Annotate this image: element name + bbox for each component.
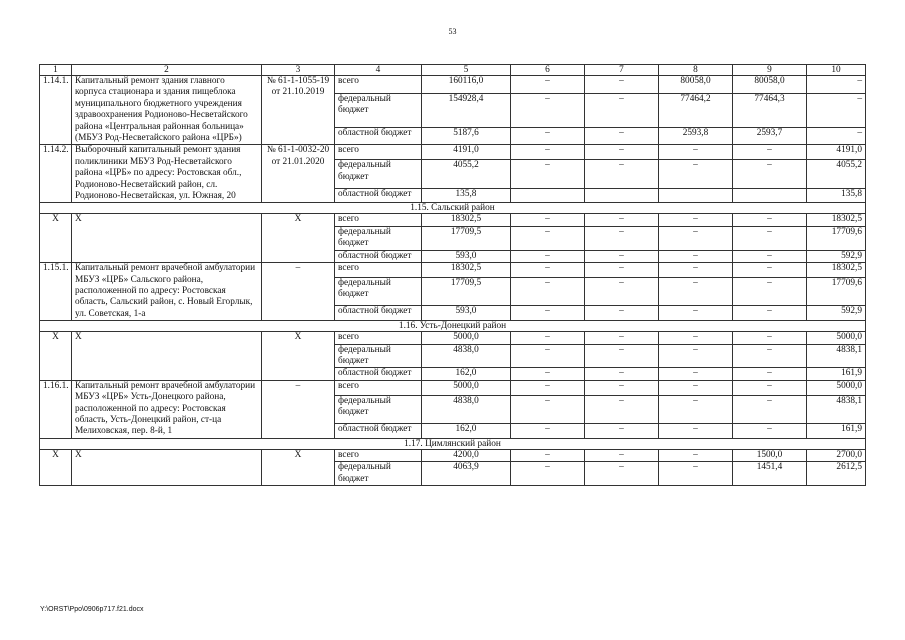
- table-cell-c10: 592,9: [807, 250, 866, 262]
- table-cell-c8: –: [659, 423, 733, 438]
- table-cell-c3: –: [262, 263, 335, 321]
- table-cell-c5: 154928,4: [422, 93, 511, 127]
- column-number-cell: 5: [422, 65, 511, 76]
- table-cell-c4: федеральный бюджет: [335, 277, 422, 305]
- table-cell-c5: 18302,5: [422, 263, 511, 278]
- table-cell-c9: –: [733, 250, 807, 262]
- table-cell-c4: федеральный бюджет: [335, 395, 422, 423]
- table-cell-c8: –: [659, 368, 733, 380]
- section-title: 1.15. Сальский район: [40, 203, 866, 214]
- table-cell-c7: –: [585, 380, 659, 395]
- table-cell-c7: –: [585, 160, 659, 188]
- column-number-cell: 9: [733, 65, 807, 76]
- table-cell-c4: областной бюджет: [335, 188, 422, 203]
- section-header-row: [40, 438, 866, 449]
- table-cell-c7: –: [585, 368, 659, 380]
- table-row: [40, 214, 866, 226]
- table-cell-c1: 1.14.2.: [40, 145, 72, 203]
- table-cell-c5: 593,0: [422, 250, 511, 262]
- table-cell-c5: 4838,0: [422, 344, 511, 368]
- table-cell-c6: –: [511, 395, 585, 423]
- table-cell-c6: –: [511, 250, 585, 262]
- table-cell-c10: 2612,5: [807, 462, 866, 486]
- table-cell-c8: –: [659, 250, 733, 262]
- page-number: 53: [448, 27, 457, 36]
- table-cell-c8: –: [659, 277, 733, 305]
- table-row: [40, 449, 866, 461]
- table-row: [40, 76, 866, 94]
- table-cell-c2: Выборочный капитальный ремонт здания поликлиники МБУЗ Род-Несветайского района «ЦРБ» по адресу: Ростовская обл., Родионово-Несветайский район, сл. Родионово-Несветайская, ул. Южная, 20: [72, 145, 262, 203]
- table-cell-c8: [659, 188, 733, 203]
- table-cell-c10: 161,9: [807, 423, 866, 438]
- table-cell-c6: –: [511, 423, 585, 438]
- table-cell-c8: –: [659, 380, 733, 395]
- table-cell-c3: Х: [262, 449, 335, 485]
- table-cell-c9: –: [733, 214, 807, 226]
- file-path-footer: Y:\ORST\Ppo\0906p717.f21.docx: [40, 606, 144, 613]
- table-cell-c7: –: [585, 332, 659, 344]
- table-cell-c8: 2593,8: [659, 127, 733, 145]
- table-cell-c5: 162,0: [422, 423, 511, 438]
- table-cell-c6: –: [511, 277, 585, 305]
- table-cell-c10: 5000,0: [807, 380, 866, 395]
- table-cell-c7: –: [585, 277, 659, 305]
- table-cell-c8: –: [659, 214, 733, 226]
- table-cell-c8: –: [659, 306, 733, 321]
- table-cell-c7: –: [585, 76, 659, 94]
- table-cell-c5: 17709,5: [422, 226, 511, 250]
- table-cell-c4: всего: [335, 449, 422, 461]
- table-cell-c5: 5000,0: [422, 380, 511, 395]
- table-cell-c7: –: [585, 395, 659, 423]
- table-cell-c6: –: [511, 160, 585, 188]
- table-cell-c10: 4838,1: [807, 344, 866, 368]
- table-cell-c6: –: [511, 127, 585, 145]
- table-cell-c7: –: [585, 306, 659, 321]
- table-row: [40, 380, 866, 395]
- table-cell-c1: 1.14.1.: [40, 76, 72, 145]
- table-cell-c10: 2700,0: [807, 449, 866, 461]
- table-cell-c6: –: [511, 145, 585, 160]
- column-number-cell: 6: [511, 65, 585, 76]
- table-cell-c10: 161,9: [807, 368, 866, 380]
- table-cell-c7: –: [585, 214, 659, 226]
- section-title: 1.17. Цимлянский район: [40, 438, 866, 449]
- section-title: 1.16. Усть-Донецкий район: [40, 321, 866, 332]
- table-cell-c9: 2593,7: [733, 127, 807, 145]
- table-cell-c2: Х: [72, 449, 262, 485]
- table-cell-c6: –: [511, 368, 585, 380]
- table-cell-c8: –: [659, 145, 733, 160]
- table-cell-c1: Х: [40, 214, 72, 263]
- table-cell-c9: –: [733, 423, 807, 438]
- table-cell-c10: 4055,2: [807, 160, 866, 188]
- table-cell-c2: Капитальный ремонт врачебной амбулатории МБУЗ «ЦРБ» Усть-Донецкого района, расположенной по адресу: Ростовская область, Усть-Донецкий район, ст-ца Мелиховская, пер. 8-й, 1: [72, 380, 262, 438]
- table-cell-c2: Капитальный ремонт здания главного корпуса стационара и здания пищеблока муниципального бюджетного учреждения здравоохранения Родионово-Несветайского района «Центральная районная больница» (МБУЗ Род-Несветайского района «ЦРБ»): [72, 76, 262, 145]
- table-cell-c5: 4191,0: [422, 145, 511, 160]
- table-cell-c7: –: [585, 226, 659, 250]
- table-cell-c6: –: [511, 380, 585, 395]
- table-cell-c8: –: [659, 332, 733, 344]
- table-cell-c2: Капитальный ремонт врачебной амбулатории МБУЗ «ЦРБ» Сальского района, расположенной по адресу: Ростовская область, Сальский район, с. Новый Егорлык, ул. Советская, 1-а: [72, 263, 262, 321]
- table-cell-c1: Х: [40, 449, 72, 485]
- table-cell-c7: –: [585, 93, 659, 127]
- table-cell-c3: № 61-1-1055-19 от 21.10.2019: [262, 76, 335, 145]
- table-cell-c5: 135,8: [422, 188, 511, 203]
- table-cell-c10: –: [807, 93, 866, 127]
- column-number-cell: 7: [585, 65, 659, 76]
- column-number-cell: 2: [72, 65, 262, 76]
- table-cell-c6: –: [511, 449, 585, 461]
- table-cell-c4: областной бюджет: [335, 368, 422, 380]
- column-number-cell: 10: [807, 65, 866, 76]
- table-cell-c4: всего: [335, 214, 422, 226]
- table-cell-c4: федеральный бюджет: [335, 93, 422, 127]
- table-cell-c4: областной бюджет: [335, 127, 422, 145]
- table-cell-c10: 135,8: [807, 188, 866, 203]
- table-cell-c9: –: [733, 380, 807, 395]
- table-cell-c6: [511, 188, 585, 203]
- table-cell-c7: –: [585, 449, 659, 461]
- table-cell-c9: [733, 188, 807, 203]
- table-cell-c4: областной бюджет: [335, 250, 422, 262]
- table-cell-c7: –: [585, 127, 659, 145]
- table-cell-c6: –: [511, 344, 585, 368]
- section-header-row: [40, 321, 866, 332]
- table-cell-c10: 18302,5: [807, 214, 866, 226]
- table-cell-c9: 1500,0: [733, 449, 807, 461]
- table-cell-c9: –: [733, 226, 807, 250]
- table-cell-c3: –: [262, 380, 335, 438]
- table-cell-c9: –: [733, 368, 807, 380]
- table-cell-c5: 4838,0: [422, 395, 511, 423]
- table-row: [40, 145, 866, 160]
- table-cell-c6: –: [511, 93, 585, 127]
- table-cell-c1: 1.16.1.: [40, 380, 72, 438]
- table-cell-c8: –: [659, 263, 733, 278]
- table-cell-c6: –: [511, 263, 585, 278]
- table-cell-c4: федеральный бюджет: [335, 462, 422, 486]
- table-cell-c7: –: [585, 250, 659, 262]
- table-cell-c3: № 61-1-0032-20 от 21.01.2020: [262, 145, 335, 203]
- table-cell-c5: 4063,9: [422, 462, 511, 486]
- column-number-row: [40, 65, 866, 76]
- table-cell-c9: 77464,3: [733, 93, 807, 127]
- table-cell-c4: всего: [335, 145, 422, 160]
- table-cell-c10: 4838,1: [807, 395, 866, 423]
- table-cell-c6: –: [511, 306, 585, 321]
- table-cell-c9: –: [733, 395, 807, 423]
- table-cell-c10: 18302,5: [807, 263, 866, 278]
- table-cell-c5: 4200,0: [422, 449, 511, 461]
- table-cell-c8: –: [659, 462, 733, 486]
- table-cell-c5: 18302,5: [422, 214, 511, 226]
- column-number-cell: 4: [335, 65, 422, 76]
- table-cell-c2: Х: [72, 332, 262, 381]
- table-cell-c10: –: [807, 76, 866, 94]
- table-cell-c9: –: [733, 145, 807, 160]
- budget-table: [39, 64, 866, 486]
- table-cell-c7: –: [585, 423, 659, 438]
- table-cell-c4: федеральный бюджет: [335, 226, 422, 250]
- table-cell-c3: Х: [262, 332, 335, 381]
- table-cell-c10: 4191,0: [807, 145, 866, 160]
- table-cell-c9: –: [733, 344, 807, 368]
- table-cell-c8: –: [659, 344, 733, 368]
- table-cell-c9: –: [733, 306, 807, 321]
- table-cell-c6: –: [511, 462, 585, 486]
- column-number-cell: 8: [659, 65, 733, 76]
- table-cell-c5: 593,0: [422, 306, 511, 321]
- column-number-cell: 1: [40, 65, 72, 76]
- table-cell-c6: –: [511, 226, 585, 250]
- table-cell-c7: –: [585, 263, 659, 278]
- table-cell-c8: –: [659, 449, 733, 461]
- table-cell-c7: –: [585, 344, 659, 368]
- table-cell-c6: –: [511, 332, 585, 344]
- table-cell-c10: 592,9: [807, 306, 866, 321]
- table-cell-c4: федеральный бюджет: [335, 344, 422, 368]
- table-cell-c10: 17709,6: [807, 226, 866, 250]
- table-cell-c8: –: [659, 395, 733, 423]
- table-cell-c4: всего: [335, 263, 422, 278]
- table-cell-c1: Х: [40, 332, 72, 381]
- table-cell-c5: 162,0: [422, 368, 511, 380]
- table-cell-c4: областной бюджет: [335, 423, 422, 438]
- table-cell-c5: 17709,5: [422, 277, 511, 305]
- table-row: [40, 263, 866, 278]
- table-cell-c4: всего: [335, 76, 422, 94]
- table-cell-c9: 1451,4: [733, 462, 807, 486]
- table-cell-c4: областной бюджет: [335, 306, 422, 321]
- table-cell-c10: –: [807, 127, 866, 145]
- table-cell-c9: –: [733, 277, 807, 305]
- table-cell-c9: –: [733, 160, 807, 188]
- table-cell-c2: Х: [72, 214, 262, 263]
- table-cell-c10: 5000,0: [807, 332, 866, 344]
- table-cell-c9: –: [733, 332, 807, 344]
- table-cell-c8: –: [659, 226, 733, 250]
- table-cell-c8: 77464,2: [659, 93, 733, 127]
- table-cell-c7: [585, 188, 659, 203]
- table-cell-c6: –: [511, 76, 585, 94]
- table-cell-c6: –: [511, 214, 585, 226]
- table-cell-c4: федеральный бюджет: [335, 160, 422, 188]
- table-cell-c10: 17709,6: [807, 277, 866, 305]
- column-number-cell: 3: [262, 65, 335, 76]
- table-cell-c3: Х: [262, 214, 335, 263]
- section-header-row: [40, 203, 866, 214]
- table-cell-c5: 5187,6: [422, 127, 511, 145]
- table-cell-c1: 1.15.1.: [40, 263, 72, 321]
- table-cell-c9: 80058,0: [733, 76, 807, 94]
- table-cell-c9: –: [733, 263, 807, 278]
- table-row: [40, 332, 866, 344]
- table-cell-c5: 160116,0: [422, 76, 511, 94]
- table-cell-c4: всего: [335, 380, 422, 395]
- table-cell-c7: –: [585, 462, 659, 486]
- table-cell-c5: 4055,2: [422, 160, 511, 188]
- table-cell-c7: –: [585, 145, 659, 160]
- table-cell-c8: –: [659, 160, 733, 188]
- table-cell-c8: 80058,0: [659, 76, 733, 94]
- table-cell-c5: 5000,0: [422, 332, 511, 344]
- table-cell-c4: всего: [335, 332, 422, 344]
